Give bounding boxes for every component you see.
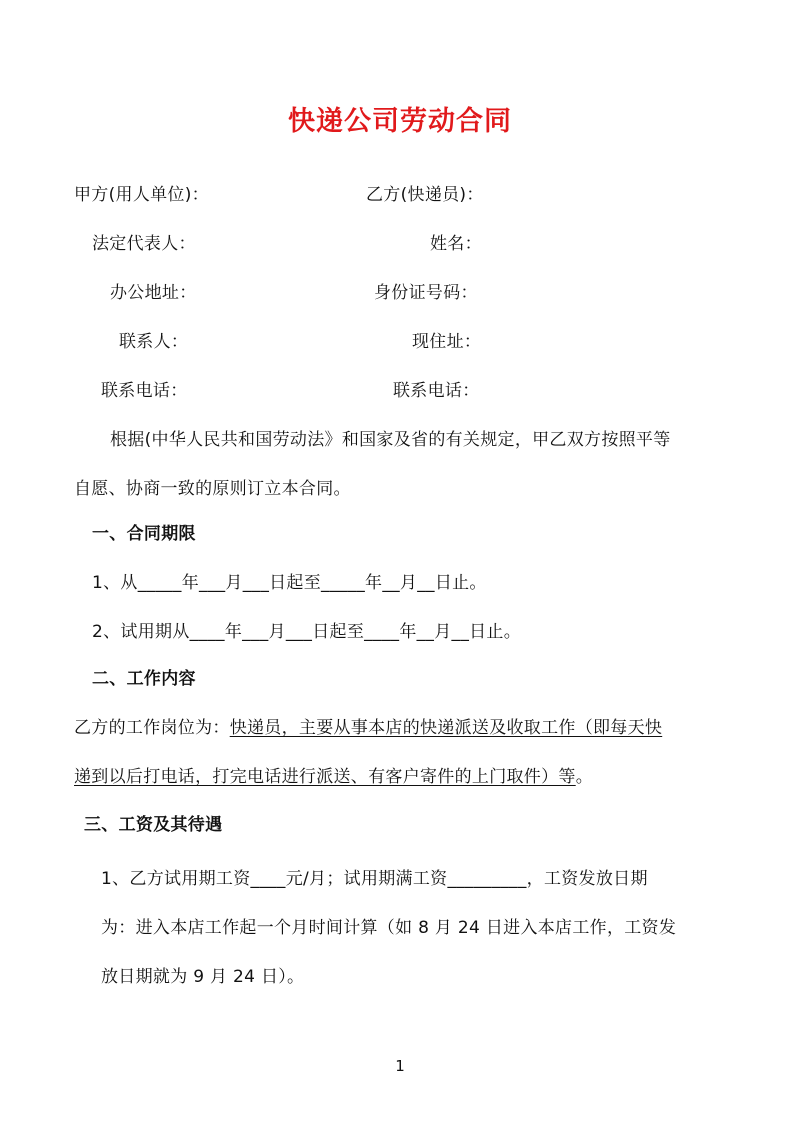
- id-number-label: 身份证号码：: [374, 283, 478, 303]
- wage-item-line-3: 放日期就为 9 月 24 日）。: [101, 967, 305, 987]
- office-address-label: 办公地址：: [110, 283, 197, 303]
- wage-item-line-2: 为：进入本店工作起一个月时间计算（如 8 月 24 日进入本店工作，工资发: [101, 918, 677, 938]
- job-description-line-2: [74, 767, 593, 787]
- phone-a-label: 联系电话：: [101, 381, 188, 401]
- party-a-label: 甲方(用人单位)：: [74, 185, 209, 205]
- job-description-suffix: 。: [575, 767, 594, 787]
- term-item-2: 2、试用期从____年___月___日起至____年__月__日止。: [92, 622, 522, 642]
- job-description-underlined-1: 快递员，主要从事本店的快递派送及收取工作（即每天快: [229, 718, 663, 738]
- current-address-label: 现住址：: [412, 332, 482, 352]
- section-1-heading: 一、合同期限: [92, 524, 196, 544]
- party-b-label: 乙方(快递员)：: [366, 185, 484, 205]
- legal-rep-label: 法定代表人：: [92, 234, 196, 254]
- term-item-1: 1、从_____年___月___日起至_____年__月__日止。: [92, 573, 487, 593]
- section-3-heading: 三、工资及其待遇: [84, 815, 223, 835]
- contact-person-label: 联系人：: [119, 332, 189, 352]
- preamble-line-1: 根据(中华人民共和国劳动法》和国家及省的有关规定，甲乙双方按照平等: [110, 430, 671, 450]
- job-description-underlined-2: 递到以后打电话，打完电话进行派送、有客户寄件的上门取件）等: [74, 767, 576, 787]
- name-label: 姓名：: [430, 234, 482, 254]
- wage-item-line-1: 1、乙方试用期工资____元/月；试用期满工资_________，工资发放日期: [101, 869, 648, 889]
- phone-b-label: 联系电话：: [393, 381, 480, 401]
- preamble-line-2: 自愿、协商一致的原则订立本合同。: [74, 479, 351, 499]
- page-title: 快递公司劳动合同: [288, 106, 512, 137]
- job-position-prefix: 乙方的工作岗位为：: [74, 718, 230, 738]
- section-2-heading: 二、工作内容: [92, 669, 196, 689]
- page-number: 1: [395, 1057, 405, 1075]
- job-description-line-1: [74, 718, 662, 738]
